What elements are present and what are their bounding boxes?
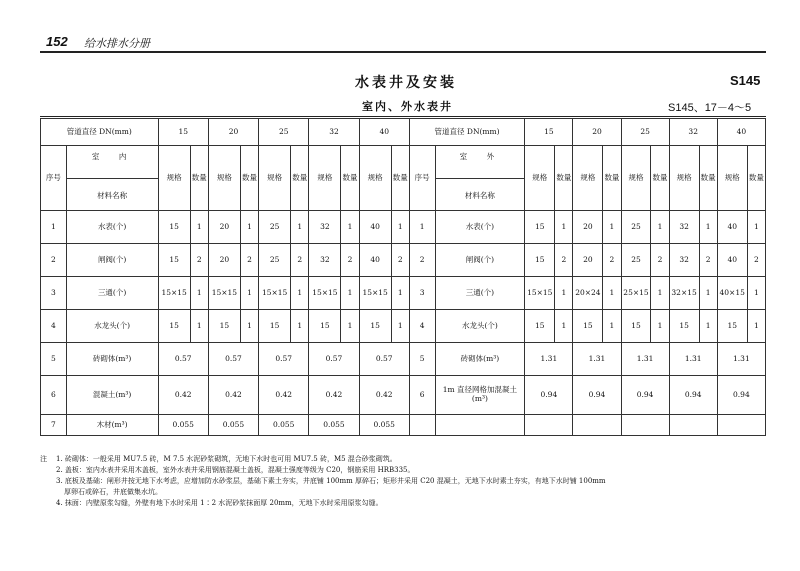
value-cell: 1.31: [621, 343, 669, 376]
material-name: 砖砌体(m³): [66, 343, 158, 376]
spec-cell: 20: [573, 211, 603, 244]
spec-cell: 15: [208, 310, 240, 343]
empty-cell: [573, 415, 621, 436]
qty-header: 数量: [190, 146, 208, 211]
right-material-label: 材料名称: [464, 191, 495, 201]
spec-cell: 15: [359, 310, 391, 343]
spec-cell: 15: [158, 211, 190, 244]
right-material-header: [435, 146, 525, 211]
qty-cell: 1: [747, 310, 765, 343]
spec-header: 规格: [208, 146, 240, 211]
spec-cell: 15: [259, 310, 291, 343]
qty-cell: 1: [555, 277, 573, 310]
drawing-code: S145: [730, 73, 761, 88]
row-number: 6: [409, 376, 435, 415]
spec-cell: 20: [208, 244, 240, 277]
table-row: [41, 310, 766, 343]
row-number: 3: [409, 277, 435, 310]
empty-cell: [669, 415, 717, 436]
qty-cell: 1: [603, 310, 621, 343]
page-subtitle: 室内、外水表井: [362, 100, 453, 113]
qty-cell: 1: [651, 310, 669, 343]
qty-cell: 1: [341, 310, 359, 343]
spec-cell: 32: [669, 244, 699, 277]
table-row: [41, 244, 766, 277]
qty-header: 数量: [699, 146, 717, 211]
value-cell: 0.57: [359, 343, 409, 376]
right-dn-25: 25: [621, 119, 669, 146]
qty-header: 数量: [651, 146, 669, 211]
table-row: [41, 415, 766, 436]
material-name: 1m 直径网格加混凝土(m³): [435, 376, 525, 415]
qty-cell: 2: [555, 244, 573, 277]
column-header-row: [41, 146, 766, 211]
spec-header: 规格: [621, 146, 651, 211]
empty-cell: [717, 415, 765, 436]
value-cell: 0.57: [309, 343, 359, 376]
qty-cell: 1: [291, 277, 309, 310]
spec-cell: 32: [309, 244, 341, 277]
right-dn-15: 15: [525, 119, 573, 146]
right-diameter-header: 管道直径 DN(mm): [409, 119, 524, 146]
right-seq-header: 序号: [409, 146, 435, 211]
material-name: 水龙头(个): [435, 310, 525, 343]
diameter-header-row: [41, 119, 766, 146]
value-cell: 0.57: [259, 343, 309, 376]
spec-cell: 25: [621, 211, 651, 244]
qty-cell: 1: [555, 310, 573, 343]
qty-cell: 1: [699, 277, 717, 310]
empty-cell: [525, 415, 573, 436]
material-name: 三通(个): [435, 277, 525, 310]
notes-label: 注: [40, 455, 47, 463]
qty-header: 数量: [291, 146, 309, 211]
spec-cell: 20: [573, 244, 603, 277]
spec-cell: 15×15: [525, 277, 555, 310]
qty-header: 数量: [555, 146, 573, 211]
material-name: 闸阀(个): [66, 244, 158, 277]
qty-header: 数量: [391, 146, 409, 211]
value-cell: 0.57: [208, 343, 258, 376]
left-material-header: [66, 146, 158, 211]
material-name: 砖砌体(m³): [435, 343, 525, 376]
table-row: [41, 343, 766, 376]
note-item: 3. 底板及基础：闸形井按无地下水考虑，应增加防水砂浆层，基础下素土夯实，井底铺 100mm 厚碎石；矩形井采用 C20 混凝土，无地下水时素土夯实，有地下水时铺 100mm: [56, 477, 606, 485]
note-item: 2. 盖板：室内水表井采用木盖板，室外水表井采用钢筋混凝土盖板，混凝土强度等级为 C20，钢筋采用 HRB335。: [56, 466, 415, 474]
qty-header: 数量: [341, 146, 359, 211]
spec-cell: 15×15: [259, 277, 291, 310]
spec-cell: 15: [525, 244, 555, 277]
qty-cell: 1: [190, 211, 208, 244]
spec-cell: 15: [158, 244, 190, 277]
value-cell: 1.31: [573, 343, 621, 376]
material-name: 三通(个): [66, 277, 158, 310]
qty-cell: 1: [391, 211, 409, 244]
spec-header: 规格: [525, 146, 555, 211]
value-cell: 0.055: [359, 415, 409, 436]
page-number: 152: [46, 34, 68, 49]
row-number: 6: [41, 376, 67, 415]
notes: [40, 454, 766, 509]
qty-cell: 1: [190, 310, 208, 343]
right-group-label: 室 外: [459, 152, 501, 161]
spec-cell: 15×15: [158, 277, 190, 310]
qty-cell: 1: [291, 211, 309, 244]
spec-cell: 32×15: [669, 277, 699, 310]
qty-cell: 1: [240, 211, 258, 244]
qty-header: 数量: [747, 146, 765, 211]
spec-cell: 25: [259, 211, 291, 244]
value-cell: 0.055: [309, 415, 359, 436]
subtitle-rule: [40, 116, 766, 117]
row-number: 1: [409, 211, 435, 244]
spec-cell: 15: [717, 310, 747, 343]
spec-cell: 40: [359, 211, 391, 244]
table-row: [41, 211, 766, 244]
spec-cell: 40: [359, 244, 391, 277]
left-dn-25: 25: [259, 119, 309, 146]
spec-cell: 25: [621, 244, 651, 277]
material-name: 混凝土(m³): [66, 376, 158, 415]
qty-cell: 1: [747, 211, 765, 244]
spec-header: 规格: [359, 146, 391, 211]
value-cell: 0.94: [669, 376, 717, 415]
spec-cell: 40: [717, 244, 747, 277]
qty-cell: 1: [651, 211, 669, 244]
value-cell: 1.31: [525, 343, 573, 376]
qty-cell: 2: [291, 244, 309, 277]
value-cell: 0.42: [208, 376, 258, 415]
row-number: 1: [41, 211, 67, 244]
value-cell: 0.94: [525, 376, 573, 415]
row-number: 5: [41, 343, 67, 376]
qty-cell: 2: [341, 244, 359, 277]
value-cell: 0.94: [573, 376, 621, 415]
book-title: 给水排水分册: [84, 37, 150, 50]
table-row: [41, 376, 766, 415]
spec-cell: 40×15: [717, 277, 747, 310]
material-name: 木材(m³): [66, 415, 158, 436]
material-name: 水表(个): [66, 211, 158, 244]
row-number: 5: [409, 343, 435, 376]
qty-cell: 1: [391, 277, 409, 310]
value-cell: 0.42: [309, 376, 359, 415]
qty-cell: 1: [341, 211, 359, 244]
value-cell: 0.42: [158, 376, 208, 415]
note-item: 4. 抹面：内壁原浆勾缝，外壁有地下水时采用 1∶2 水泥砂浆抹面厚 20mm，无地下水时采用原浆勾缝。: [56, 499, 383, 507]
qty-cell: 1: [291, 310, 309, 343]
value-cell: 0.94: [717, 376, 765, 415]
row-number: 4: [41, 310, 67, 343]
spec-cell: 15: [158, 310, 190, 343]
left-seq-header: 序号: [41, 146, 67, 211]
qty-cell: 1: [190, 277, 208, 310]
table-row: [41, 277, 766, 310]
right-dn-20: 20: [573, 119, 621, 146]
value-cell: 0.57: [158, 343, 208, 376]
materials-table: [40, 118, 766, 436]
qty-cell: 1: [651, 277, 669, 310]
spec-header: 规格: [669, 146, 699, 211]
header-rule: [40, 51, 766, 53]
spec-header: 规格: [717, 146, 747, 211]
value-cell: 0.42: [259, 376, 309, 415]
spec-cell: 32: [669, 211, 699, 244]
empty-cell: [435, 415, 525, 436]
value-cell: 0.055: [208, 415, 258, 436]
spec-cell: 15: [309, 310, 341, 343]
spec-cell: 15×15: [359, 277, 391, 310]
value-cell: 0.055: [158, 415, 208, 436]
empty-cell: [409, 415, 435, 436]
value-cell: 0.94: [621, 376, 669, 415]
spec-cell: 15: [525, 211, 555, 244]
row-number: 2: [41, 244, 67, 277]
value-cell: 0.42: [359, 376, 409, 415]
spec-header: 规格: [158, 146, 190, 211]
left-group-label: 室 内: [91, 152, 133, 161]
qty-cell: 1: [699, 310, 717, 343]
row-number: 2: [409, 244, 435, 277]
spec-cell: 32: [309, 211, 341, 244]
row-number: 3: [41, 277, 67, 310]
qty-cell: 1: [555, 211, 573, 244]
spec-cell: 15: [573, 310, 603, 343]
spec-cell: 15×15: [309, 277, 341, 310]
spec-header: 规格: [573, 146, 603, 211]
value-cell: 0.055: [259, 415, 309, 436]
note-item: 厚卵石或碎石，井底做集水坑。: [64, 488, 162, 496]
left-diameter-header: 管道直径 DN(mm): [41, 119, 159, 146]
spec-cell: 25×15: [621, 277, 651, 310]
qty-cell: 2: [190, 244, 208, 277]
qty-cell: 2: [651, 244, 669, 277]
qty-cell: 2: [699, 244, 717, 277]
qty-cell: 2: [391, 244, 409, 277]
spec-cell: 15: [621, 310, 651, 343]
spec-cell: 25: [259, 244, 291, 277]
row-number: 4: [409, 310, 435, 343]
qty-cell: 1: [391, 310, 409, 343]
material-name: 水龙头(个): [66, 310, 158, 343]
empty-cell: [621, 415, 669, 436]
drawing-subcode: S145、17－4～5: [668, 102, 752, 114]
qty-cell: 1: [699, 211, 717, 244]
row-number: 7: [41, 415, 67, 436]
spec-cell: 20×24: [573, 277, 603, 310]
left-dn-40: 40: [359, 119, 409, 146]
qty-header: 数量: [603, 146, 621, 211]
qty-cell: 1: [240, 277, 258, 310]
qty-cell: 1: [341, 277, 359, 310]
qty-header: 数量: [240, 146, 258, 211]
spec-cell: 20: [208, 211, 240, 244]
spec-header: 规格: [309, 146, 341, 211]
spec-cell: 15: [669, 310, 699, 343]
qty-cell: 1: [240, 310, 258, 343]
page-title: 水表井及安装: [355, 75, 457, 91]
right-dn-32: 32: [669, 119, 717, 146]
qty-cell: 2: [747, 244, 765, 277]
qty-cell: 1: [603, 277, 621, 310]
spec-cell: 40: [717, 211, 747, 244]
left-dn-20: 20: [208, 119, 258, 146]
spec-cell: 15×15: [208, 277, 240, 310]
qty-cell: 2: [603, 244, 621, 277]
spec-header: 规格: [259, 146, 291, 211]
qty-cell: 1: [747, 277, 765, 310]
material-name: 水表(个): [435, 211, 525, 244]
qty-cell: 1: [603, 211, 621, 244]
note-item: 1. 砖砌体：一般采用 MU7.5 砖，M 7.5 水泥砂浆砌筑，无地下水时也可用 MU7.5 砖，M5 混合砂浆砌筑。: [56, 455, 397, 463]
left-material-label: 材料名称: [97, 191, 128, 201]
value-cell: 1.31: [669, 343, 717, 376]
left-dn-15: 15: [158, 119, 208, 146]
spec-cell: 15: [525, 310, 555, 343]
value-cell: 1.31: [717, 343, 765, 376]
left-dn-32: 32: [309, 119, 359, 146]
right-dn-40: 40: [717, 119, 765, 146]
qty-cell: 2: [240, 244, 258, 277]
material-name: 闸阀(个): [435, 244, 525, 277]
